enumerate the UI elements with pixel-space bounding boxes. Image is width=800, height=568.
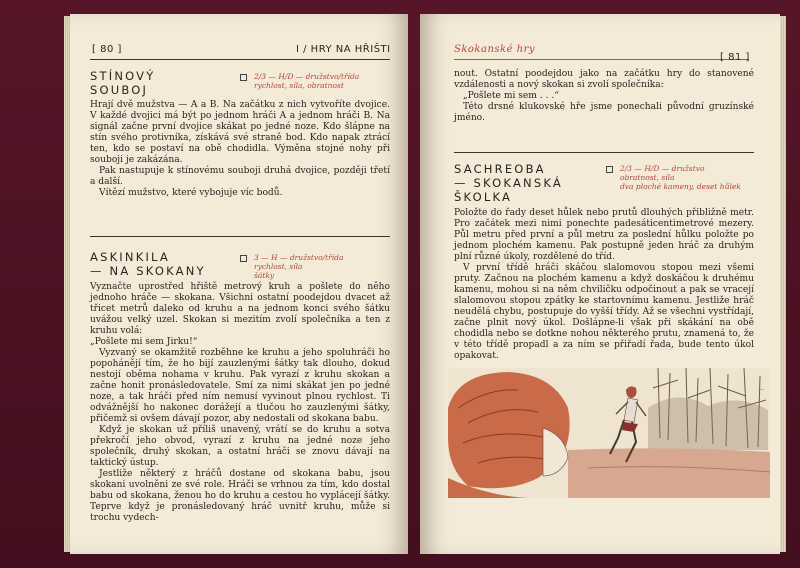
paragraph: Pak nastupuje k stínovému souboji druhá dvojice, později třetí a další. xyxy=(90,166,390,187)
quote-line: „Pošlete mi sem Jirku!“ xyxy=(90,337,198,347)
square-marker-icon xyxy=(240,74,247,81)
header-rule xyxy=(454,59,749,60)
square-marker-icon xyxy=(240,255,247,262)
paragraph: nout. Ostatní poodejdou jako na začátku hry do stanovené vzdálenosti a nový skokan si zvolí společníka: xyxy=(454,69,754,90)
right-page-number: [ 81 ] xyxy=(720,52,750,63)
left-page-number: [ 80 ] xyxy=(92,44,122,55)
meta-line: 2/3 — H/D — družstvo xyxy=(620,164,705,173)
section-meta xyxy=(254,253,394,280)
section-title-line: STÍNOVÝ xyxy=(90,69,156,83)
meta-line: 3 — H — družstvo/třída xyxy=(254,253,344,262)
section-body xyxy=(90,282,390,524)
paragraph: Vyznačte uprostřed hřiště metrový kruh a pošlete do něho jednoho hráče — skokana. Všichni ostatní poodejdou dvacet až třicet metrů daleko od kruhu a na jednom konci svého šátku uvážou velký uzel. Skokan si mezitím zvolí společníka a ten z kruhu volá: xyxy=(90,282,390,336)
right-page-edges xyxy=(780,16,786,552)
left-running-head: I / HRY NA HŘIŠTI xyxy=(296,44,391,55)
section-title-line: ASKINKILA xyxy=(90,250,170,264)
meta-line: rychlost, síla, obratnost xyxy=(254,81,344,90)
illustration-girls-hopping xyxy=(448,368,770,498)
square-marker-icon xyxy=(606,166,613,173)
header-rule xyxy=(90,59,390,60)
meta-line: šátky xyxy=(254,271,275,280)
section-title-askinkila xyxy=(90,250,206,278)
section-rule xyxy=(454,152,754,153)
section-meta xyxy=(254,72,394,90)
section-title-line: — NA SKOKANY xyxy=(90,264,206,278)
section-body xyxy=(454,208,754,362)
left-page xyxy=(70,14,408,554)
section-body xyxy=(90,100,390,199)
section-title-sachreoba xyxy=(454,162,563,204)
meta-line: obratnost, síla xyxy=(620,173,675,182)
paragraph: Položte do řady deset hůlek nebo prutů dlouhých přibližně metr. Pro začátek mezi nimi ponechte padesáticentimetrové mezery. Půl metru před první a půl metru za poslední hůlku položte po jednom plochém kamenu. Pak postupně jeden hráč za druhým plní různé úkoly, rozdělené do tříd. xyxy=(454,208,754,262)
paragraph: Jestliže některý z hráčů dostane od skokana babu, jsou skokani uvolněni ze své role. Hráči se vrhnou za tím, kdo dostal babu od skokana, ženou ho do kruhu a cestou ho vyplácejí šátky. Teprve když je pronásledovaný hráč uvnitř kruhu, může si trochu vydech- xyxy=(90,469,390,523)
section-title-line: SOUBOJ xyxy=(90,83,149,97)
section-rule xyxy=(90,236,390,237)
meta-line: 2/3 — H/D — družstvo/třída xyxy=(254,72,360,81)
paragraph: V první třídě hráči skáčou slalomovou stopou mezi všemi pruty. Začnou na plochém kamenu a když doskáčou k druhému kamenu, mohou si na něm chviličku odpočinout a pak se vracejí slalomovou stopou zpátky ke startovnímu kamenu. Jestliže hráč neudělá chybu, postupuje do vyšší třídy. Až se všechni vystřídají, začne plnit nový úkol. Došlápne-li však při skákání na obě chodidla nebo se dotkne nohou některého prutu, znamená to, že v této třídě propadl a za ním se přiřadí řada, bude tento úkol opakovat. xyxy=(454,263,754,361)
right-running-head: Skokanské hry xyxy=(454,44,536,55)
section-meta xyxy=(620,164,770,191)
meta-line: rychlost, síla xyxy=(254,262,303,271)
section-title-stinovy-souboj xyxy=(90,69,155,97)
section-title-line: SACHREOBA xyxy=(454,162,546,176)
section-title-line: — SKOKANSKÁ xyxy=(454,176,563,190)
decor-mark: — xyxy=(758,386,764,393)
right-page xyxy=(420,14,780,554)
paragraph: Této drsné klukovské hře jsme ponechali původní gruzínské jméno. xyxy=(454,102,754,123)
paragraph: Vítězí mužstvo, které vybojuje víc bodů. xyxy=(99,188,283,198)
paragraph: Vyzvaný se okamžitě rozběhne ke kruhu a jeho spoluhráči ho popohánějí tím, že ho bijí zauzlenými šátky tak dlouho, dokud nestojí oběma nohama v kruhu. Pak vyrazí z kruhu skokan a začne honit pronásledovatele. Smí za nimi skákat jen po jedné noze, a tak hráči před ním nemusí vyvinout plnou rychlost. Ti odvážnější ho nakonec dorážejí a tlučou ho zauzlenými šátky, přičemž si ovšem dávají pozor, aby nedostali od skokana babu. xyxy=(90,348,390,424)
section-title-line: ŠKOLKA xyxy=(454,190,513,204)
paragraph: Hrají dvě mužstva — A a B. Na začátku z nich vytvoříte dvojice. V každé dvojici má být po jednom hráči A a jednom hráči B. Na signál začne první dvojice skákat po jedné noze. Kdo šlápne na stín svého protivníka, získává své straně bod. Kdo napak ztrácí ten, kdo se postaví na obě chodidla. Výměna stojné nohy při souboji je zakázána. xyxy=(90,100,390,165)
continuation-body xyxy=(454,69,754,124)
quote-line: „Pošlete mi sem . . .“ xyxy=(463,91,559,101)
meta-line: dva ploché kameny, deset hůlek xyxy=(620,182,741,191)
paragraph: Když je skokan už příliš unavený, vrátí se do kruhu a sotva překročí jeho obvod, vyrazí z kruhu na jedné noze jeho společník, druhý skokan, a ostatní hráči se znovu dávají na taktický ústup. xyxy=(90,425,390,468)
